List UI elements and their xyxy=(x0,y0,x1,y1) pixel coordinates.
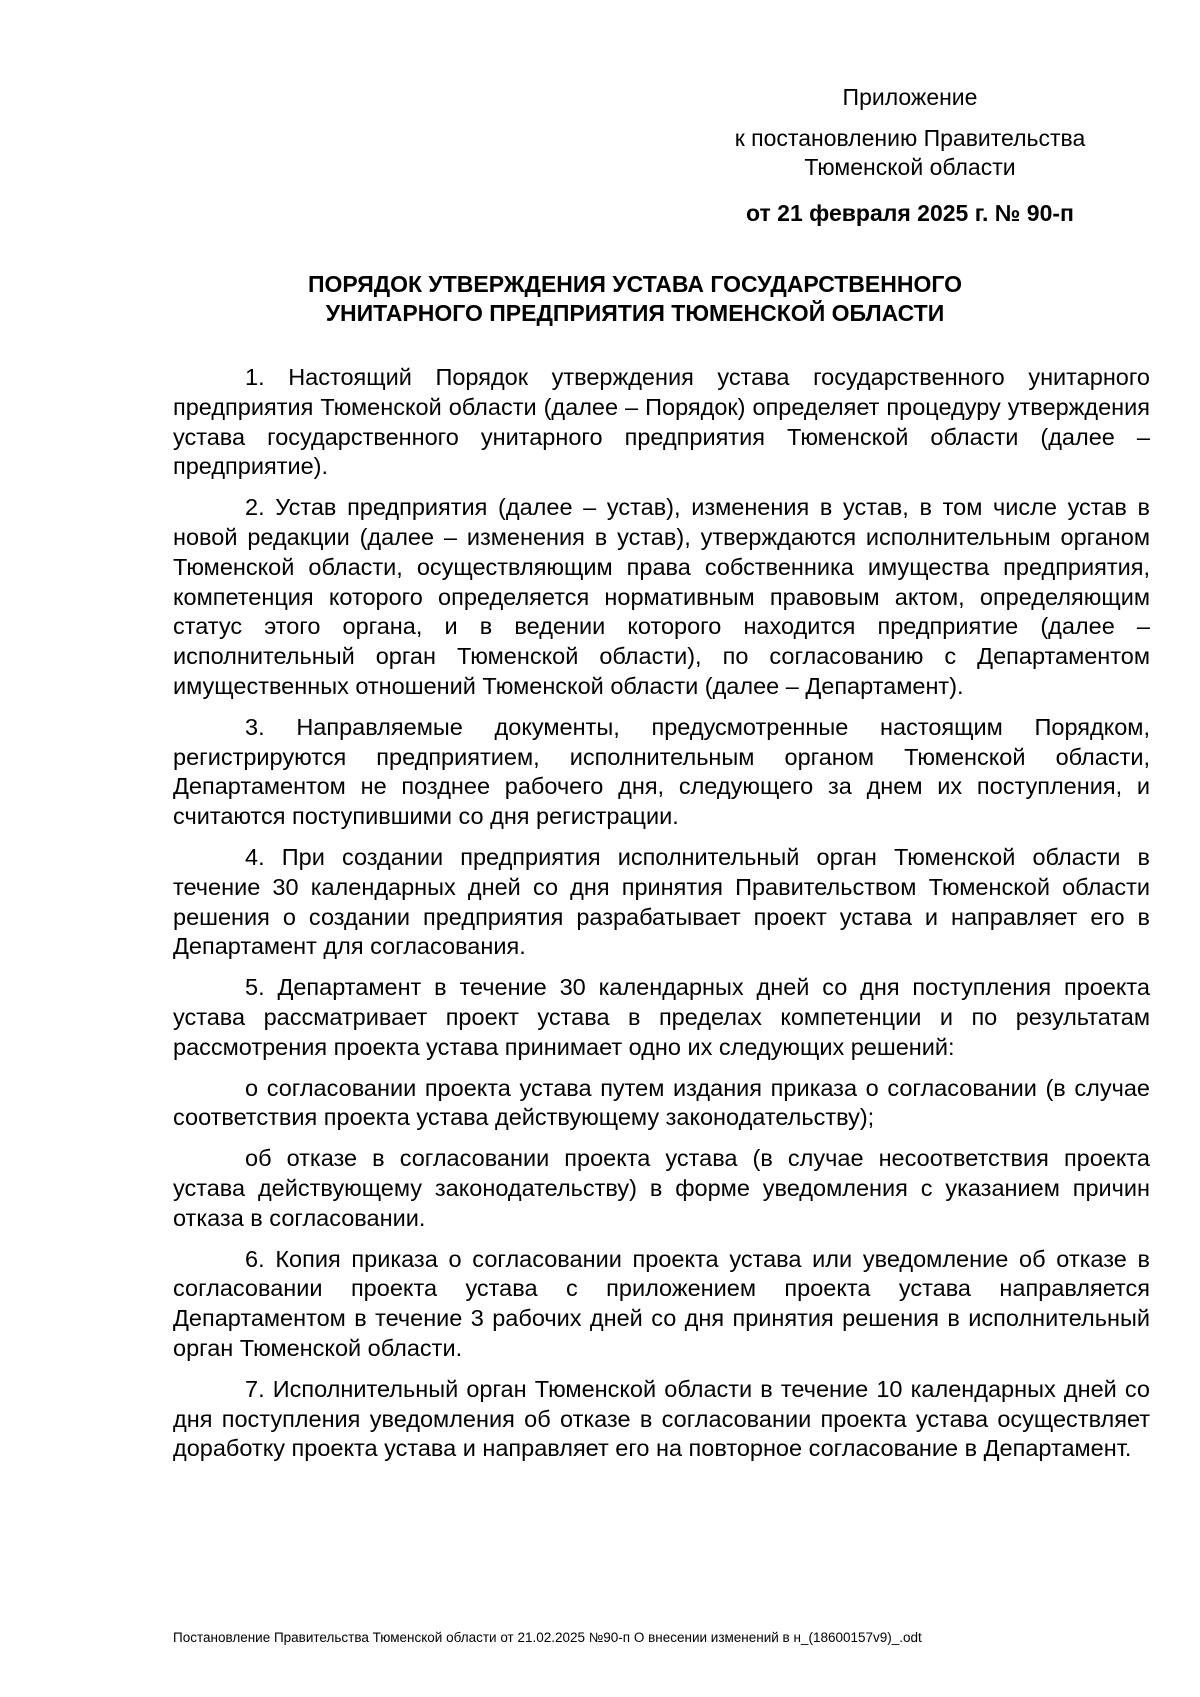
paragraph-4: 4. При создании предприятия исполнительный орган Тюменской области в течение 30 календарных дней со дня принятия Правительством Тюменской области решения о создании предприятия разрабатывает проект устава и направляет его в Департамент для согласования. xyxy=(173,843,1150,960)
document-title-line-2: УНИТАРНОГО ПРЕДПРИЯТИЯ ТЮМЕНСКОЙ ОБЛАСТИ xyxy=(325,300,945,326)
paragraph-5-option-1: о согласовании проекта устава путем издания приказа о согласовании (в случае соответствия проекта устава действующему законодательству); xyxy=(173,1074,1150,1131)
appendix-date: от 21 февраля 2025 г. № 90-п xyxy=(746,200,1074,226)
document-body xyxy=(173,363,1150,1475)
document-title-line-1: ПОРЯДОК УТВЕРЖДЕНИЯ УСТАВА ГОСУДАРСТВЕННОГО xyxy=(308,271,962,297)
appendix-line-1: к постановлению Правительства xyxy=(734,125,1086,151)
paragraph-5-option-2: об отказе в согласовании проекта устава (в случае несоответствия проекта устава действующему законодательству) в форме уведомления с указанием причин отказа в согласовании. xyxy=(173,1145,1150,1231)
appendix-block xyxy=(690,83,1130,228)
paragraph-5: 5. Департамент в течение 30 календарных дней со дня поступления проекта устава рассматривает проект устава в пределах компетенции и по результатам рассмотрения проекта устава принимает одно их следующих решений: xyxy=(173,974,1150,1060)
document-title xyxy=(175,270,1095,328)
page-footer: Постановление Правительства Тюменской области от 21.02.2025 №90-п О внесении изменений в н_(18600157v9)_.odt xyxy=(173,1630,922,1645)
paragraph-3: 3. Направляемые документы, предусмотренные настоящим Порядком, регистрируются предприятием, исполнительным органом Тюменской области, Департаментом не позднее рабочего дня, следующего за днем их поступления, и считаются поступившими со дня регистрации. xyxy=(173,713,1150,830)
appendix-title: Приложение xyxy=(842,84,978,110)
paragraph-7: 7. Исполнительный орган Тюменской области в течение 10 календарных дней со дня поступления уведомления об отказе в согласовании проекта устава осуществляет доработку проекта устава и направляет его на повторное согласование в Департамент. xyxy=(173,1375,1150,1462)
paragraph-6: 6. Копия приказа о согласовании проекта устава или уведомление об отказе в согласовании проекта устава с приложением проекта устава направляется Департаментом в течение 3 рабочих дней со дня принятия решения в исполнительный орган Тюменской области. xyxy=(173,1245,1150,1361)
paragraph-2: 2. Устав предприятия (далее – устав), изменения в устав, в том числе устав в новой редакции (далее – изменения в устав), утверждаются исполнительным органом Тюменской области, осуществляющим права собственника имущества предприятия, компетенция которого определяется нормативным правовым актом, определяющим статус этого органа, и в ведении которого находится предприятие (далее – исполнительный орган Тюменской области), по согласованию с Департаментом имущественных отношений Тюменской области (далее – Департамент). xyxy=(173,494,1150,699)
appendix-line-2: Тюменской области xyxy=(804,154,1016,180)
paragraph-1: 1. Настоящий Порядок утверждения устава государственного унитарного предприятия Тюменской области (далее – Порядок) определяет процедуру утверждения устава государственного унитарного предприятия Тюменской области (далее – предприятие). xyxy=(173,364,1150,480)
